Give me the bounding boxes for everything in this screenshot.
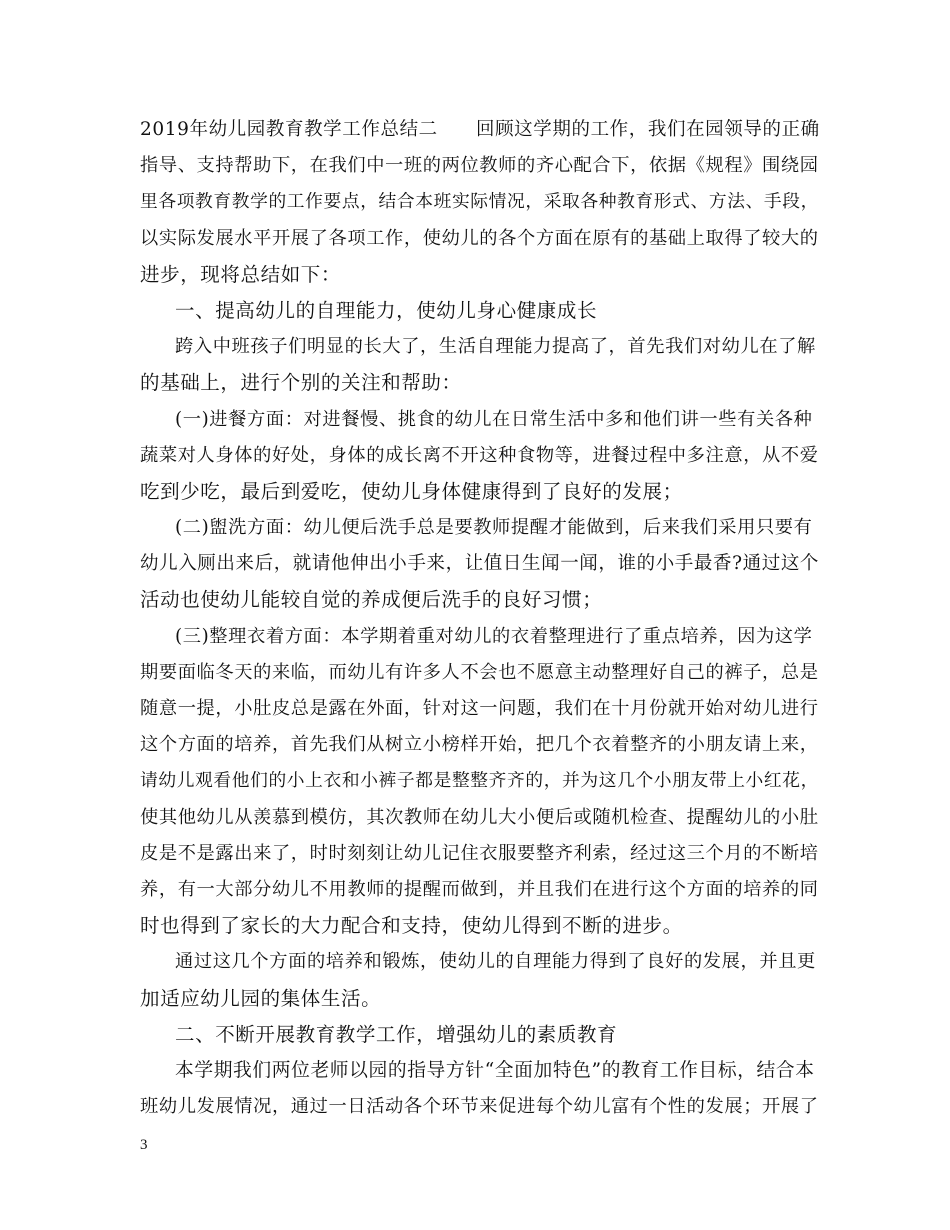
document-body xyxy=(140,112,820,1125)
text-line: 本学期我们两位老师以园的指导方针“全面加特色”的教育工作目标，结合本 xyxy=(175,1059,815,1081)
text-line: 请幼儿观看他们的小上衣和小裤子都是整整齐齐的，并为这几个小朋友带上小红花， xyxy=(140,771,819,792)
text-line: 以实际发展水平开展了各项工作，使幼儿的各个方面在原有的基础上取得了较大的 xyxy=(140,227,819,249)
text-line: 使其他幼儿从羡慕到模仿，其次教师在幼儿大小便后或随机检查、提醒幼儿的小肚 xyxy=(140,806,819,828)
page-number: 3 xyxy=(140,1137,148,1153)
text-line: 2019年幼儿园教育教学工作总结二 回顾这学期的工作，我们在园领导的正确 xyxy=(140,119,820,140)
text-line: 吃到少吃，最后到爱吃，使幼儿身体健康得到了良好的发展； xyxy=(140,479,683,503)
text-line: 养，有一大部分幼儿不用教师的提醒而做到，并且我们在进行这个方面的培养的同 xyxy=(140,878,819,900)
text-line: 的基础上，进行个别的关注和帮助： xyxy=(140,371,462,395)
text-line: 进步，现将总结如下： xyxy=(140,262,342,286)
text-line: 班幼儿发展情况，通过一日活动各个环节来促进每个幼儿富有个性的发展；开展了 xyxy=(140,1096,819,1118)
text-line: 期要面临冬天的来临，而幼儿有许多人不会也不愿意主动整理好自己的裤子，总是 xyxy=(140,661,819,683)
text-line: 蔬菜对人身体的好处，身体的成长离不开这种食物等，进餐过程中多注意，从不爱 xyxy=(140,444,819,466)
section-heading: 二、不断开展教育教学工作，增强幼儿的素质教育 xyxy=(175,1022,618,1046)
text-line: (三)整理衣着方面：本学期着重对幼儿的衣着整理进行了重点培养，因为这学 xyxy=(175,625,813,647)
text-line: 指导、支持帮助下，在我们中一班的两位教师的齐心配合下，依据《规程》围绕园 xyxy=(140,155,819,177)
text-line: 通过这几个方面的培养和锻炼，使幼儿的自理能力得到了良好的发展，并且更 xyxy=(175,951,816,973)
text-line: 跨入中班孩子们明显的长大了，生活自理能力提高了，首先我们对幼儿在了解 xyxy=(175,336,816,358)
text-line: (一)进餐方面：对进餐慢、挑食的幼儿在日常生活中多和他们讲一些有关各种 xyxy=(175,408,813,430)
text-line: 里各项教育教学的工作要点，结合本班实际情况，采取各种教育形式、方法、手段， xyxy=(140,192,819,213)
text-line: 加适应幼儿园的集体生活。 xyxy=(140,986,382,1010)
text-line: 时也得到了家长的大力配合和支持，使幼儿得到不断的进步。 xyxy=(140,914,683,938)
text-line: 皮是不是露出来了，时时刻刻让幼儿记住衣服要整齐利索，经过这三个月的不断培 xyxy=(140,842,819,864)
text-line: 幼儿入厕出来后，就请他伸出小手来，让值日生闻一闻，谁的小手最香?通过这个 xyxy=(140,553,820,575)
text-line: 这个方面的培养，首先我们从树立小榜样开始，把几个衣着整齐的小朋友请上来， xyxy=(140,734,819,756)
text-line: 活动也使幼儿能较自觉的养成便后洗手的良好习惯； xyxy=(140,588,603,612)
text-line: (二)盥洗方面：幼儿便后洗手总是要教师提醒才能做到，后来我们采用只要有 xyxy=(175,517,813,539)
text-line: 随意一提，小肚皮总是露在外面，针对这一问题，我们在十月份就开始对幼儿进行 xyxy=(140,698,819,719)
section-heading: 一、提高幼儿的自理能力，使幼儿身心健康成长 xyxy=(175,298,598,322)
